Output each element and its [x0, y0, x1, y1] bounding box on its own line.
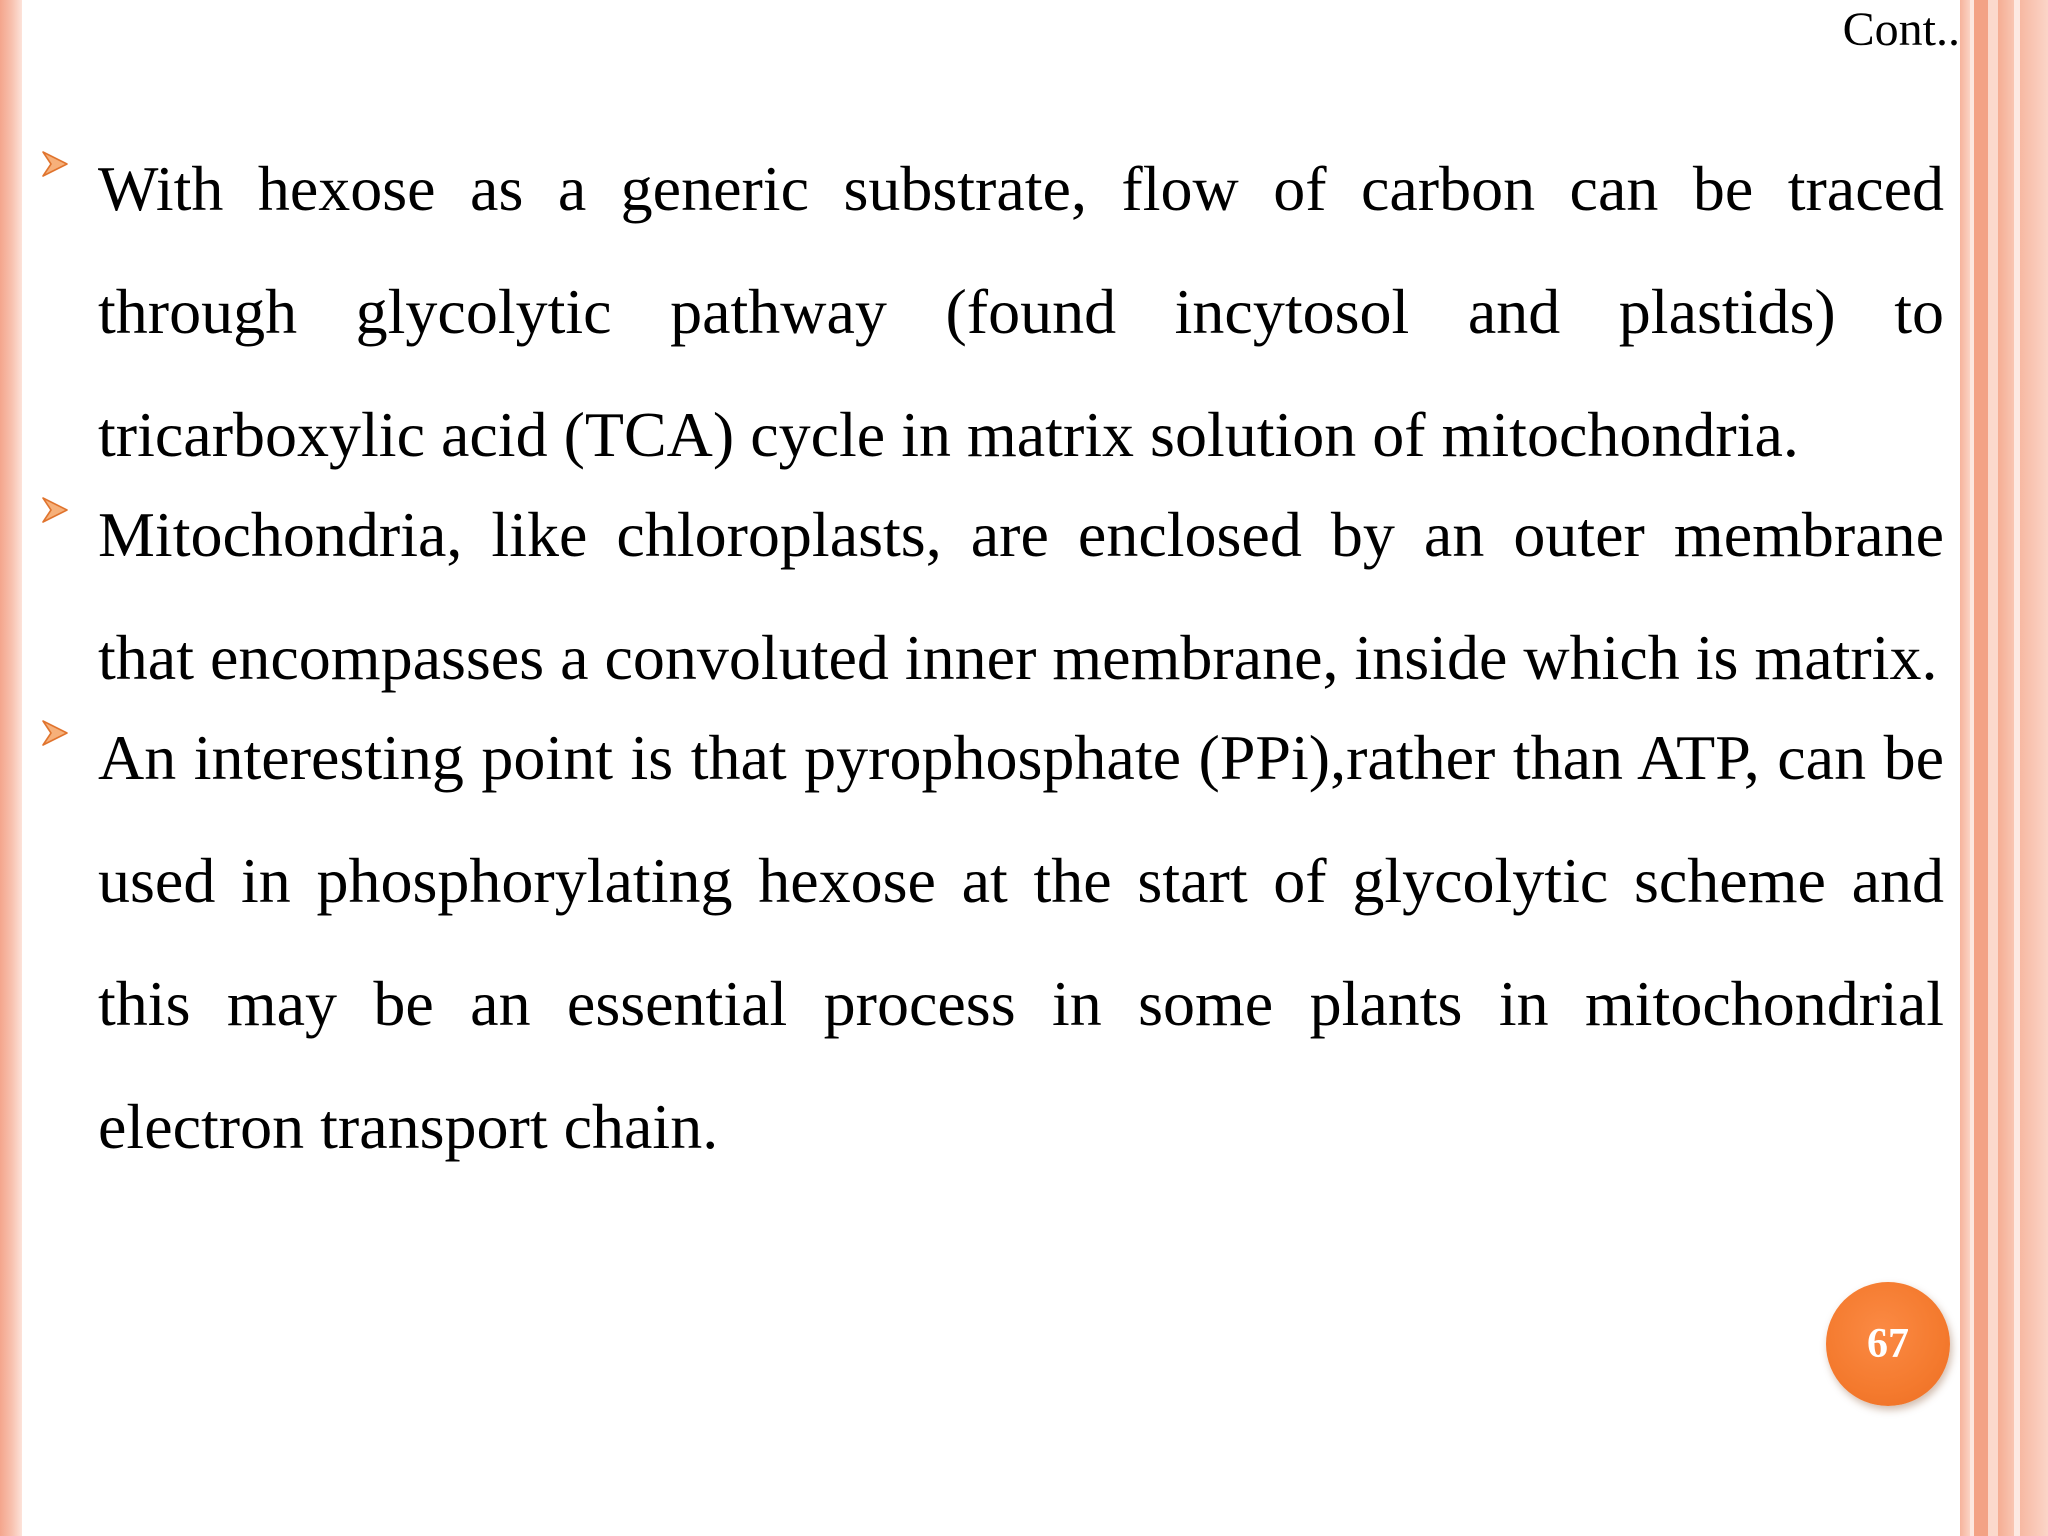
border-stripe: [1960, 0, 1970, 1536]
left-border-decoration: [0, 0, 22, 1536]
border-stripe: [1998, 0, 2014, 1536]
page-number-badge: [1826, 1282, 1950, 1406]
bullet-item: [36, 696, 1944, 1188]
border-stripe: [1974, 0, 1988, 1536]
bullet-item: [36, 473, 1944, 719]
arrow-right-icon: [40, 718, 70, 748]
bullet-text: With hexose as a generic substrate, flow of carbon can be traced through glycolytic pathway (found incytosol and plastids) to tricarboxylic acid (TCA) cycle in matrix solution of mitochondria.: [98, 153, 1944, 470]
bullet-text: An interesting point is that pyrophosphate (PPi),rather than ATP, can be used in phosphorylating hexose at the start of glycolytic scheme and this may be an essential process in some plants in mitochondrial electron transport chain.: [98, 722, 1944, 1162]
page-number: 67: [1867, 1321, 1909, 1367]
border-stripe: [1988, 0, 1998, 1536]
right-border-decoration: [1960, 0, 2048, 1536]
arrow-right-icon: [40, 495, 70, 525]
bullet-list: [36, 150, 1944, 1188]
border-stripe: [2020, 0, 2048, 1536]
continued-label: Cont..: [1842, 3, 1960, 56]
bullet-text: Mitochondria, like chloroplasts, are enclosed by an outer membrane that encompasses a convoluted inner membrane, inside which is matrix.: [98, 499, 1944, 693]
bullet-item: [36, 127, 1944, 496]
arrow-right-icon: [40, 149, 70, 179]
